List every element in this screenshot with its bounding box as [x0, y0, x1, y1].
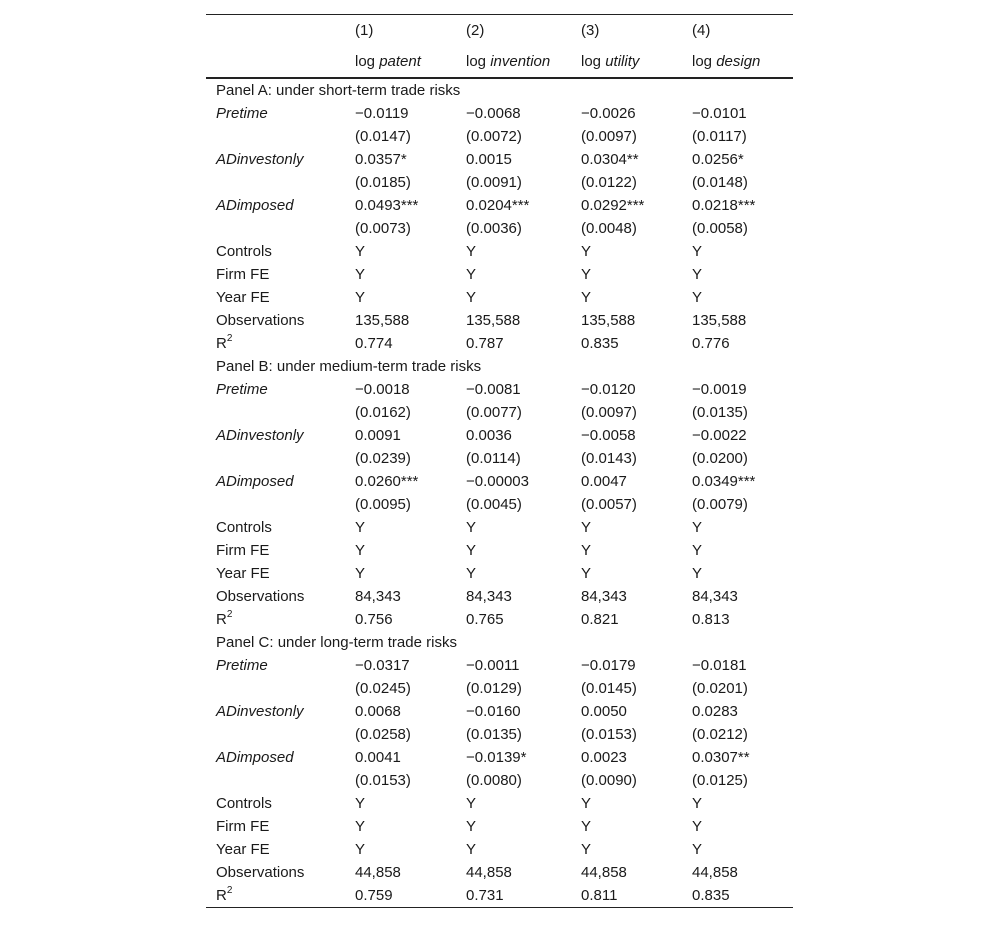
row-label-text: Year FE: [216, 841, 270, 858]
table-cell: Y: [466, 818, 477, 835]
row-label: [216, 332, 232, 355]
table-cell: Y: [692, 542, 703, 559]
table-cell: 0.0256*: [692, 151, 744, 168]
table-row: [206, 102, 793, 125]
row-label-text: Firm FE: [216, 818, 270, 835]
table-cell: 0.0091: [355, 427, 401, 444]
table-row: [206, 815, 793, 838]
column-number-4: (4): [692, 22, 711, 39]
row-label-text: Pretime: [216, 381, 268, 398]
table-cell: −0.0068: [466, 105, 521, 122]
table-cell: Y: [692, 266, 703, 283]
table-cell: (0.0239): [355, 450, 411, 467]
row-label-text: R: [216, 887, 227, 904]
table-row: [206, 838, 793, 861]
panel-title-row: [206, 631, 793, 654]
table-cell: (0.0036): [466, 220, 522, 237]
column-header-2: [466, 46, 550, 77]
table-cell: −0.0058: [581, 427, 636, 444]
row-label: [216, 424, 304, 447]
table-cell: (0.0079): [692, 496, 748, 513]
table-cell: Y: [692, 289, 703, 306]
table-cell: 0.0260***: [355, 473, 419, 490]
row-label-text: Pretime: [216, 105, 268, 122]
table-row: [206, 884, 793, 907]
column-header-prefix: log: [692, 53, 717, 70]
table-cell: (0.0122): [581, 174, 637, 191]
table-row: [206, 585, 793, 608]
table-cell: Y: [581, 841, 592, 858]
row-label-text: Firm FE: [216, 542, 270, 559]
table-cell: 84,343: [466, 588, 512, 605]
panel-title-row: [206, 355, 793, 378]
table-cell: 0.0304**: [581, 151, 639, 168]
table-cell: (0.0077): [466, 404, 522, 421]
table-row: [206, 861, 793, 884]
table-cell: (0.0153): [581, 726, 637, 743]
table-cell: −0.0019: [692, 381, 747, 398]
table-row: [206, 608, 793, 631]
table-cell: Y: [355, 565, 366, 582]
table-cell: 0.774: [355, 335, 393, 352]
row-label-text: Observations: [216, 864, 305, 881]
row-label-text: Controls: [216, 795, 272, 812]
table-cell: 0.0307**: [692, 749, 750, 766]
table-row: [206, 746, 793, 769]
table-cell: 84,343: [355, 588, 401, 605]
table-cell: 0.0283: [692, 703, 738, 720]
table-cell: Y: [581, 565, 592, 582]
table-row: [206, 263, 793, 286]
table-row: [206, 677, 793, 700]
table-cell: (0.0135): [466, 726, 522, 743]
table-cell: Y: [466, 542, 477, 559]
table-row: [206, 401, 793, 424]
row-label: [216, 608, 232, 631]
table-row: [206, 516, 793, 539]
table-cell: Y: [581, 266, 592, 283]
table-row: [206, 654, 793, 677]
table-cell: −0.0317: [355, 657, 410, 674]
table-cell: (0.0147): [355, 128, 411, 145]
table-row: [206, 194, 793, 217]
table-cell: 135,588: [466, 312, 521, 329]
column-header-1: [355, 46, 421, 77]
table-cell: Y: [692, 818, 703, 835]
table-cell: 0.0047: [581, 473, 627, 490]
table-cell: Y: [581, 795, 592, 812]
row-label-text: Year FE: [216, 565, 270, 582]
column-variable-row: [206, 46, 793, 77]
table-cell: 0.811: [581, 887, 618, 904]
table-cell: 0.0357*: [355, 151, 407, 168]
row-label: [216, 539, 269, 562]
column-number-1: (1): [355, 22, 374, 39]
table-cell: (0.0114): [466, 450, 521, 467]
table-cell: 0.776: [692, 335, 730, 352]
column-number-3: (3): [581, 22, 600, 39]
table-row: [206, 447, 793, 470]
table-cell: 0.835: [581, 335, 619, 352]
table-cell: (0.0048): [581, 220, 637, 237]
row-label: [216, 792, 272, 815]
table-cell: −0.0120: [581, 381, 636, 398]
table-cell: Y: [466, 795, 477, 812]
row-label-superscript: 2: [226, 885, 233, 896]
table-row: [206, 332, 793, 355]
row-label-text: ADimposed: [216, 197, 294, 214]
row-label-text: R: [216, 611, 227, 628]
table-cell: (0.0095): [355, 496, 411, 513]
table-cell: Y: [355, 266, 366, 283]
row-label: [216, 240, 272, 263]
row-label-text: ADimposed: [216, 749, 294, 766]
row-label-text: ADinvestonly: [216, 703, 304, 720]
table-cell: (0.0073): [355, 220, 411, 237]
table-cell: (0.0145): [581, 680, 637, 697]
table-cell: Y: [355, 795, 366, 812]
row-label: [216, 470, 294, 493]
table-cell: 0.835: [692, 887, 730, 904]
table-cell: 0.0493***: [355, 197, 419, 214]
panel-title: Panel A: under short-term trade risks: [216, 82, 461, 99]
column-header-4: [692, 46, 760, 77]
regression-table: [206, 14, 793, 908]
row-label: [216, 861, 304, 884]
table-cell: 0.0068: [355, 703, 401, 720]
row-label: [216, 263, 269, 286]
table-cell: −0.0011: [466, 657, 520, 674]
table-cell: Y: [692, 519, 703, 536]
table-cell: Y: [355, 289, 366, 306]
table-cell: 44,858: [355, 864, 401, 881]
table-cell: −0.0181: [692, 657, 747, 674]
row-label: [216, 148, 304, 171]
table-cell: (0.0200): [692, 450, 748, 467]
panel-title: Panel B: under medium-term trade risks: [216, 358, 482, 375]
table-bottom-rule: [206, 907, 793, 908]
table-cell: 135,588: [355, 312, 410, 329]
table-row: [206, 309, 793, 332]
table-cell: Y: [355, 818, 366, 835]
table-cell: (0.0201): [692, 680, 748, 697]
table-cell: Y: [692, 841, 703, 858]
row-label-text: Controls: [216, 243, 272, 260]
table-cell: Y: [355, 519, 366, 536]
row-label: [216, 815, 269, 838]
table-row: [206, 792, 793, 815]
row-label: [216, 700, 304, 723]
table-cell: (0.0212): [692, 726, 748, 743]
table-cell: Y: [466, 243, 477, 260]
table-cell: Y: [692, 795, 703, 812]
table-row: [206, 148, 793, 171]
row-label: [216, 654, 268, 677]
table-cell: Y: [466, 565, 477, 582]
table-cell: 0.731: [466, 887, 504, 904]
table-cell: (0.0129): [466, 680, 522, 697]
row-label-text: Year FE: [216, 289, 270, 306]
row-label-text: Pretime: [216, 657, 268, 674]
table-cell: 0.0292***: [581, 197, 645, 214]
row-label-text: Controls: [216, 519, 272, 536]
table-cell: 0.0349***: [692, 473, 756, 490]
panel-title: Panel C: under long-term trade risks: [216, 634, 457, 651]
table-row: [206, 562, 793, 585]
table-cell: 0.0041: [355, 749, 401, 766]
table-cell: 0.813: [692, 611, 730, 628]
table-cell: 0.0023: [581, 749, 627, 766]
row-label: [216, 562, 270, 585]
column-header-prefix: log: [355, 53, 380, 70]
table-cell: (0.0245): [355, 680, 411, 697]
table-cell: Y: [581, 542, 592, 559]
table-cell: Y: [466, 841, 477, 858]
table-cell: 135,588: [692, 312, 747, 329]
table-cell: (0.0162): [355, 404, 411, 421]
row-label-text: R: [216, 335, 227, 352]
table-cell: −0.0179: [581, 657, 636, 674]
table-cell: Y: [581, 818, 592, 835]
table-row: [206, 700, 793, 723]
table-cell: 0.0204***: [466, 197, 530, 214]
table-cell: (0.0097): [581, 128, 637, 145]
table-row: [206, 171, 793, 194]
row-label-text: Firm FE: [216, 266, 270, 283]
row-label: [216, 309, 304, 332]
table-cell: (0.0148): [692, 174, 748, 191]
table-cell: (0.0125): [692, 772, 748, 789]
table-cell: (0.0135): [692, 404, 748, 421]
table-cell: (0.0045): [466, 496, 522, 513]
table-cell: 84,343: [581, 588, 627, 605]
table-cell: (0.0117): [692, 128, 747, 145]
table-row: [206, 723, 793, 746]
table-row: [206, 217, 793, 240]
table-cell: 0.759: [355, 887, 393, 904]
table-cell: 0.0036: [466, 427, 512, 444]
row-label-superscript: 2: [226, 333, 233, 344]
table-cell: (0.0185): [355, 174, 411, 191]
table-cell: −0.0022: [692, 427, 747, 444]
table-cell: Y: [581, 519, 592, 536]
row-label-text: ADimposed: [216, 473, 294, 490]
table-cell: (0.0080): [466, 772, 522, 789]
table-cell: Y: [355, 841, 366, 858]
table-cell: (0.0058): [692, 220, 748, 237]
table-cell: 44,858: [581, 864, 627, 881]
table-row: [206, 240, 793, 263]
table-row: [206, 125, 793, 148]
column-header-variable: utility: [605, 53, 640, 70]
column-number-2: (2): [466, 22, 485, 39]
table-cell: (0.0153): [355, 772, 411, 789]
table-cell: 0.0050: [581, 703, 627, 720]
table-row: [206, 493, 793, 516]
table-cell: −0.00003: [466, 473, 529, 490]
row-label: [216, 884, 232, 907]
row-label: [216, 378, 268, 401]
table-cell: (0.0143): [581, 450, 637, 467]
table-cell: (0.0258): [355, 726, 411, 743]
table-cell: Y: [692, 243, 703, 260]
table-cell: 0.0218***: [692, 197, 756, 214]
table-cell: 0.756: [355, 611, 393, 628]
panel-title-row: [206, 79, 793, 102]
table-cell: (0.0097): [581, 404, 637, 421]
column-header-3: [581, 46, 639, 77]
table-row: [206, 286, 793, 309]
row-label: [216, 746, 294, 769]
row-label: [216, 516, 272, 539]
table-cell: Y: [692, 565, 703, 582]
row-label-superscript: 2: [226, 609, 233, 620]
table-cell: Y: [581, 243, 592, 260]
row-label-text: Observations: [216, 588, 305, 605]
table-cell: −0.0018: [355, 381, 410, 398]
table-cell: −0.0160: [466, 703, 521, 720]
table-cell: 0.787: [466, 335, 504, 352]
table-row: [206, 424, 793, 447]
table-row: [206, 470, 793, 493]
table-row: [206, 378, 793, 401]
row-label-text: ADinvestonly: [216, 427, 304, 444]
row-label: [216, 585, 304, 608]
table-cell: −0.0101: [692, 105, 747, 122]
table-cell: (0.0090): [581, 772, 637, 789]
row-label-text: Observations: [216, 312, 305, 329]
table-cell: 135,588: [581, 312, 636, 329]
table-row: [206, 769, 793, 792]
table-cell: 44,858: [692, 864, 738, 881]
table-cell: −0.0119: [355, 105, 409, 122]
table-cell: Y: [466, 289, 477, 306]
row-label: [216, 286, 270, 309]
table-cell: 84,343: [692, 588, 738, 605]
column-header-prefix: log: [466, 53, 491, 70]
column-header-prefix: log: [581, 53, 606, 70]
table-cell: 0.821: [581, 611, 619, 628]
table-cell: Y: [466, 266, 477, 283]
table-body: [206, 79, 793, 907]
row-label: [216, 194, 294, 217]
row-label: [216, 838, 270, 861]
row-label: [216, 102, 268, 125]
column-header-variable: patent: [379, 53, 421, 70]
table-cell: (0.0057): [581, 496, 637, 513]
table-cell: −0.0081: [466, 381, 521, 398]
column-number-row: [206, 15, 793, 46]
table-cell: Y: [355, 542, 366, 559]
table-cell: 44,858: [466, 864, 512, 881]
table-cell: −0.0139*: [466, 749, 527, 766]
table-cell: −0.0026: [581, 105, 636, 122]
table-row: [206, 539, 793, 562]
table-cell: (0.0091): [466, 174, 522, 191]
row-label-text: ADinvestonly: [216, 151, 304, 168]
table-cell: Y: [466, 519, 477, 536]
table-cell: Y: [355, 243, 366, 260]
table-cell: (0.0072): [466, 128, 522, 145]
table-cell: Y: [581, 289, 592, 306]
table-cell: 0.0015: [466, 151, 512, 168]
table-cell: 0.765: [466, 611, 504, 628]
column-header-variable: invention: [490, 53, 551, 70]
column-header-variable: design: [716, 53, 761, 70]
